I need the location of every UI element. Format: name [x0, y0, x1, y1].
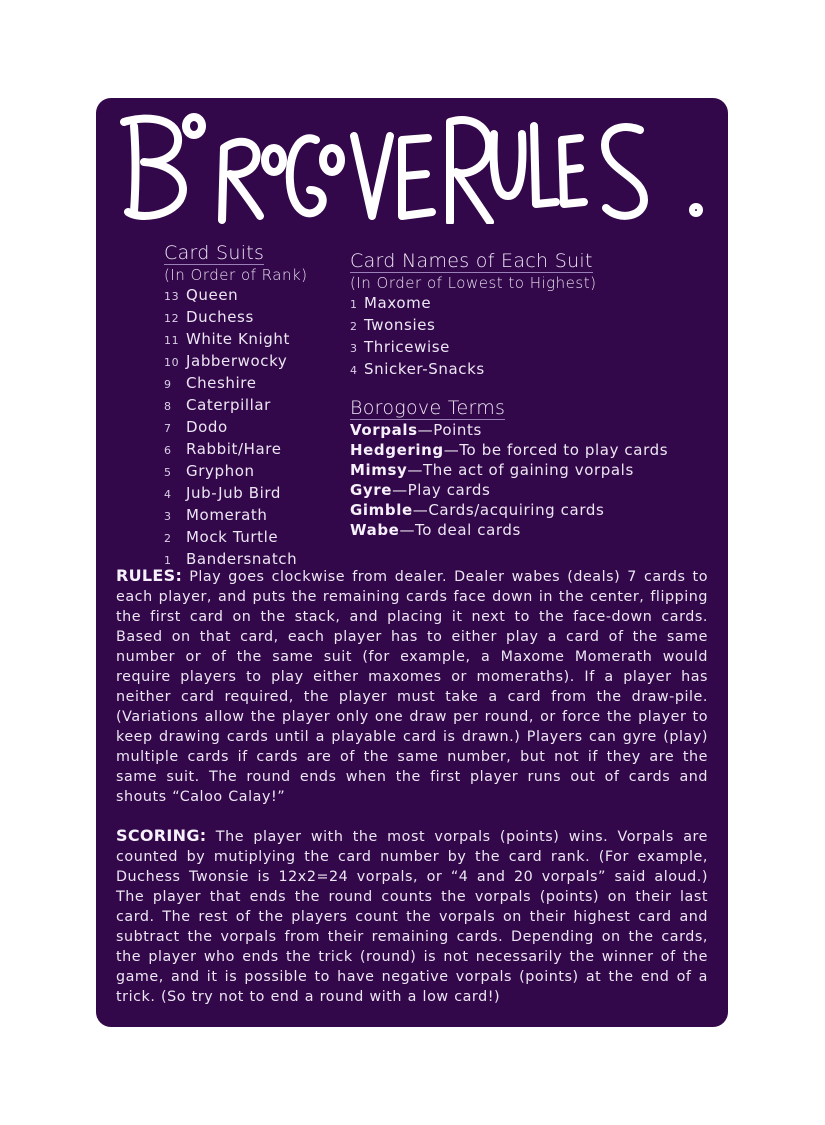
suit-name: Jabberwocky	[186, 352, 288, 370]
card-name-item	[350, 337, 710, 359]
card-name-item	[350, 359, 710, 381]
card-name-item	[350, 315, 710, 337]
right-column	[350, 250, 710, 540]
title-hand-lettered	[110, 112, 720, 224]
term-item	[350, 500, 710, 520]
suit-name: Gryphon	[186, 462, 255, 480]
suit-item	[164, 439, 344, 461]
card-names-section	[350, 250, 710, 381]
scoring-paragraph	[116, 826, 708, 1007]
card-names-subheading: (In Order of Lowest to Highest)	[350, 274, 597, 292]
suit-rank: 3	[164, 510, 172, 523]
term-word: Gimble	[350, 501, 413, 519]
card-number: 1	[350, 298, 358, 311]
suit-rank: 7	[164, 422, 172, 435]
term-item	[350, 520, 710, 540]
suit-item	[164, 505, 344, 527]
suit-name: Dodo	[186, 418, 228, 436]
term-definition: —The act of gaining vorpals	[407, 461, 634, 479]
card-suits-section	[164, 242, 344, 571]
suit-name: Momerath	[186, 506, 268, 524]
suit-rank: 9	[164, 378, 172, 391]
rules-card	[96, 98, 728, 1027]
suit-item	[164, 461, 344, 483]
suit-item	[164, 483, 344, 505]
term-word: Mimsy	[350, 461, 408, 479]
term-item	[350, 460, 710, 480]
suit-rank: 1	[164, 554, 172, 567]
scoring-label: SCORING:	[116, 826, 207, 845]
term-item	[350, 480, 710, 500]
terms-section	[350, 397, 710, 540]
suit-item	[164, 329, 344, 351]
suit-rank: 10	[164, 356, 180, 369]
suit-name: Jub-Jub Bird	[186, 484, 282, 502]
term-word: Wabe	[350, 521, 400, 539]
card-name-item	[350, 293, 710, 315]
term-definition: —Cards/acquiring cards	[412, 501, 605, 519]
suit-item	[164, 351, 344, 373]
card-suits-heading: Card Suits	[164, 242, 265, 264]
title-lettering-graphic	[110, 112, 720, 224]
card-suits-list	[164, 285, 344, 571]
card-name: Twonsies	[364, 316, 436, 334]
card-name: Snicker-Snacks	[364, 360, 485, 378]
suit-item	[164, 395, 344, 417]
suit-item	[164, 527, 344, 549]
suit-name: White Knight	[186, 330, 291, 348]
card-suits-subheading: (In Order of Rank)	[164, 266, 308, 284]
card-names-list	[350, 293, 710, 381]
suit-rank: 2	[164, 532, 172, 545]
suit-name: Rabbit/Hare	[186, 440, 282, 458]
suit-name: Cheshire	[186, 374, 257, 392]
rules-label: RULES:	[116, 566, 183, 585]
term-word: Vorpals	[350, 421, 418, 439]
suit-name: Bandersnatch	[186, 550, 298, 568]
card-name: Maxome	[364, 294, 432, 312]
scoring-text: The player with the most vorpals (points) wins. Vorpals are counted by mutiplying the card number by the card rank. (For example, Duchess Twonsie is 12x2=24 vorpals, or “4 and 20 vorpals” said aloud.) The player that ends the round counts the vorpals (points) on their last card. The rest of the players count the vorpals on their highest card and subtract the vorpals from their remaining cards. Depending on the cards, the player who ends the trick (round) is not necessarily the winner of the game, and it is possible to have negative vorpals (points) at the end of a trick. (So try not to end a round with a low card!)	[116, 829, 708, 1005]
suit-name: Caterpillar	[186, 396, 271, 414]
suit-name: Queen	[186, 286, 239, 304]
card-name: Thricewise	[364, 338, 450, 356]
suit-rank: 11	[164, 334, 180, 347]
term-definition: —Points	[417, 421, 482, 439]
term-word: Hedgering	[350, 441, 444, 459]
suit-item	[164, 307, 344, 329]
term-item	[350, 420, 710, 440]
terms-heading: Borogove Terms	[350, 397, 506, 419]
term-word: Gyre	[350, 481, 393, 499]
term-definition: —To deal cards	[399, 521, 521, 539]
card-number: 3	[350, 342, 358, 355]
suit-name: Mock Turtle	[186, 528, 279, 546]
rules-paragraph	[116, 566, 708, 807]
card-number: 4	[350, 364, 358, 377]
card-names-heading: Card Names of Each Suit	[350, 250, 593, 272]
suit-rank: 13	[164, 290, 180, 303]
suit-rank: 5	[164, 466, 172, 479]
suit-rank: 4	[164, 488, 172, 501]
suit-item	[164, 285, 344, 307]
suit-rank: 8	[164, 400, 172, 413]
card-number: 2	[350, 320, 358, 333]
suit-item	[164, 373, 344, 395]
suit-rank: 12	[164, 312, 180, 325]
suit-name: Duchess	[186, 308, 254, 326]
term-item	[350, 440, 710, 460]
term-definition: —Play cards	[392, 481, 491, 499]
suit-item	[164, 417, 344, 439]
term-definition: —To be forced to play cards	[443, 441, 669, 459]
suit-rank: 6	[164, 444, 172, 457]
rules-text: Play goes clockwise from dealer. Dealer wabes (deals) 7 cards to each player, and puts the remaining cards face down in the center, flipping the first card on the stack, and placing it next to the face-down cards. Based on that card, each player has to either play a card of the same number or of the same suit (for example, a Maxome Momerath would require players to play either maxomes or momeraths). If a player has neither card required, the player must take a card from the draw-pile. (Variations allow the player only one draw per round, or force the player to keep drawing cards until a playable card is drawn.) Players can gyre (play) multiple cards if cards are of the same number, but not if they are the same suit. The round ends when the first player runs out of cards and shouts “Caloo Calay!”	[116, 569, 708, 805]
